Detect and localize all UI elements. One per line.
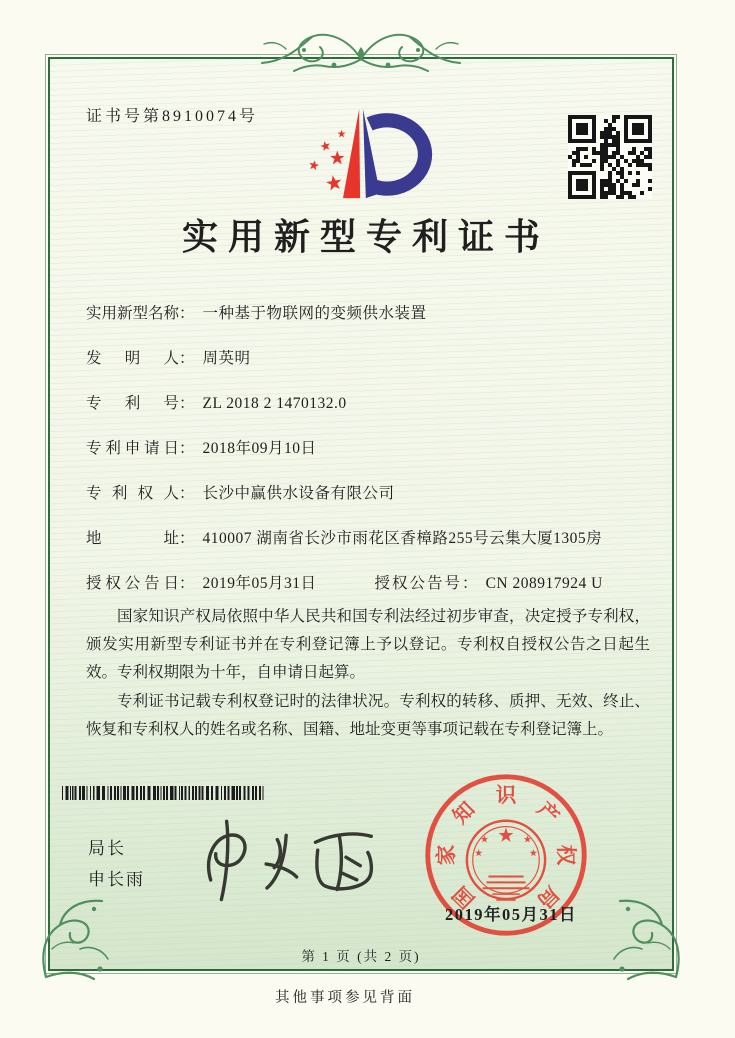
top-flourish-ornament-icon	[246, 25, 476, 77]
svg-text:权: 权	[553, 844, 576, 866]
page-number: 第 1 页 (共 2 页)	[301, 949, 421, 964]
field-patentee: 专利权人 ： 长沙中赢供水设备有限公司	[86, 485, 395, 502]
bottom-left-flourish-icon	[36, 893, 128, 985]
certificate-number: 证书号第8910074号	[86, 108, 259, 125]
field-list	[86, 301, 658, 616]
certificate-title: 实用新型专利证书	[181, 217, 550, 257]
svg-text:知: 知	[449, 798, 480, 829]
legal-text	[86, 603, 650, 744]
field-inventor: 发明人 ： 周英明	[86, 350, 251, 367]
bottom-right-flourish-icon	[594, 893, 686, 985]
field-patent-number: 专利号 ： ZL 2018 2 1470132.0	[86, 395, 347, 412]
svg-text:识: 识	[495, 785, 517, 808]
field-address: 地址 ： 410007 湖南省长沙市雨花区香樟路255号云集大厦1305房	[86, 530, 603, 547]
officer-name: 申长雨	[88, 870, 145, 890]
barcode-icon	[62, 786, 268, 800]
grant-number-value: CN 208917924 U	[485, 575, 603, 592]
qr-code-icon	[568, 115, 652, 199]
svg-text:局: 局	[532, 881, 563, 912]
field-invention-name: 实用新型名称 ： 一种基于物联网的变频供水装置	[86, 305, 427, 322]
grant-number-label: 授权公告号	[374, 575, 463, 592]
footer-note: 其他事项参见背面	[275, 990, 415, 1006]
field-filing-date: 专利申请日 ： 2018年09月10日	[86, 440, 317, 457]
field-grant-date-and-number: 授权公告日 ： 2019年05月31日 授权公告号 ： CN 208917924 U	[86, 571, 658, 591]
legal-paragraph-1: 国家知识产权局依照中华人民共和国专利法经过初步审查，决定授予专利权，颁发实用新型专利证书并在专利登记簿上予以登记。专利权自授权公告之日起生效。专利权期限为十年，自申请日起算。	[86, 608, 650, 682]
svg-text:产: 产	[532, 798, 563, 829]
certificate-frame-inner	[48, 57, 674, 971]
legal-paragraph-2: 专利证书记载专利权登记时的法律状况。专利权的转移、质押、无效、终止、恢复和专利权人的姓名或名称、国籍、地址变更等事项记载在专利登记簿上。	[86, 692, 650, 738]
certificate-frame	[45, 54, 677, 974]
svg-text:家: 家	[436, 844, 459, 866]
seal-date: 2019年05月31日	[445, 905, 577, 924]
cnipa-logo-icon	[286, 103, 438, 203]
officer-block	[88, 833, 145, 896]
svg-text:国: 国	[449, 881, 480, 912]
officer-title: 局长	[88, 839, 126, 858]
signature-icon	[188, 809, 401, 908]
